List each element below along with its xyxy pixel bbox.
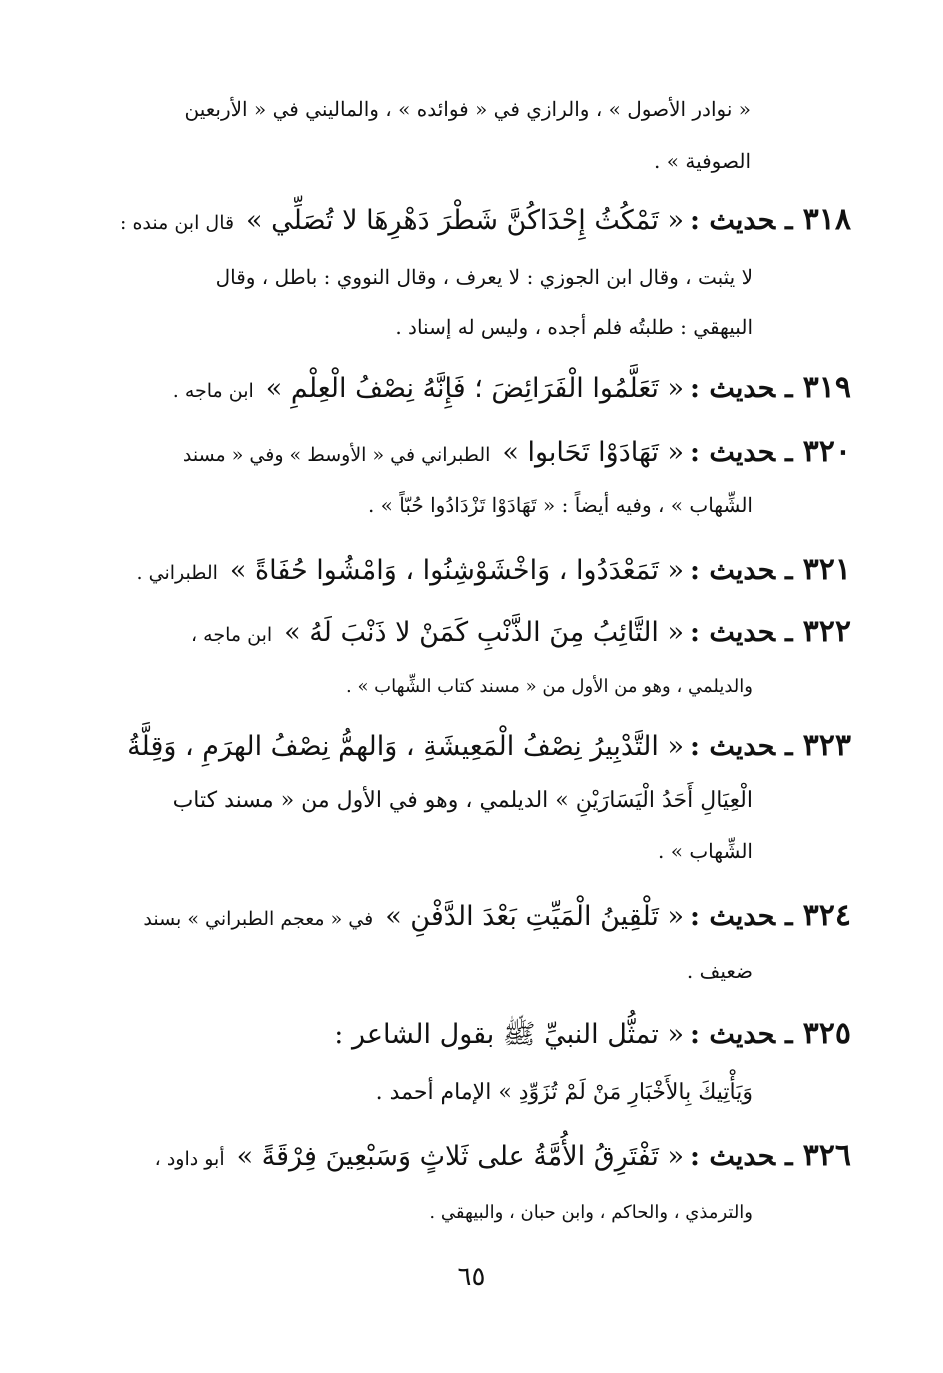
hadith-source: ابن ماجه . [172,380,254,402]
entry-number: ٣٢١ [802,552,851,587]
entry-dash: ـ [785,1020,793,1050]
intro-line: « نوادر الأصول » ، والرازي في « فوائده » ، والماليني في « الأربعين [184,97,751,121]
entry-dash: ـ [785,374,793,404]
entry-continuation: والديلمي ، وهو من الأول من « مسند كتاب الشِّهاب » . [346,676,753,697]
hadith-entry [173,370,851,406]
entry-dash: ـ [785,732,793,762]
hadith-source: ابن ماجه ، [191,624,273,646]
hadith-entry [123,728,851,764]
hadith-label: حديث : [690,1141,776,1172]
hadith-label: حديث : [690,555,776,586]
hadith-label: حديث : [690,373,776,404]
page-number: ٦٥ [457,1262,486,1292]
entry-dash: ـ [785,1142,793,1172]
hadith-entry [155,1138,851,1174]
entry-number: ٣٢٠ [802,434,851,469]
hadith-text: « تَفْتَرِقُ الأُمَّةُ على ثَلاثٍ وَسَبْعِينَ فِرْقَةً » [236,1141,685,1172]
entry-dash: ـ [785,438,793,468]
hadith-text: « تَلْقِينُ الْمَيِّتِ بَعْدَ الدَّفْنِ » [385,901,685,932]
entry-continuation: وَيَأْتِيكَ بِالأَخْبَارِ مَنْ لَمْ تُزَوِّدِ » الإمام أحمد . [375,1080,753,1105]
hadith-entry [330,1016,851,1052]
hadith-text: « التَّائِبُ مِنَ الذَّنْبِ كَمَنْ لا ذَنْبَ لَهُ » [284,617,685,648]
hadith-label: حديث : [690,205,776,236]
hadith-text: « تَمَعْدَدُوا ، وَاخْشَوْشِنُوا ، وَامْشُوا حُفَاةً » [229,555,685,586]
entry-continuation: ضعيف . [686,959,753,983]
hadith-label: حديث : [690,901,776,932]
hadith-source: أبو داود ، [154,1148,225,1170]
hadith-label: حديث : [690,617,776,648]
hadith-entry [183,434,851,470]
hadith-label: حديث : [690,731,776,762]
entry-continuation: الْعِيَالِ أَحَدُ الْيَسَارَيْنِ » الديلمي ، وهو في الأول من « مسند كتاب [172,788,753,813]
hadith-source: في « معجم الطبراني » بسند [143,908,374,930]
entry-number: ٣١٨ [802,202,851,237]
hadith-entry [143,898,851,934]
hadith-source: الطبراني في « الأوسط » وفي « مسند [182,444,491,466]
hadith-text: « التَّدْبِيرُ نِصْفُ الْمَعِيشَةِ ، وَالهمُّ نِصْفُ الهرَمِ ، وَقِلَّةُ [127,731,685,762]
entry-continuation: والترمذي ، والحاكم ، وابن حبان ، والبيهقي . [429,1202,753,1223]
hadith-source: قال ابن منده : [120,212,235,234]
entry-continuation: البيهقي : طلبتُه فلم أجده ، وليس له إسناد . [395,315,753,339]
entry-dash: ـ [785,206,793,236]
entry-number: ٣٢٥ [802,1016,851,1051]
hadith-label: حديث : [690,1019,776,1050]
entry-continuation: لا يثبت ، وقال ابن الجوزي : لا يعرف ، وقال النووي : باطل ، وقال [215,265,753,289]
entry-dash: ـ [785,902,793,932]
intro-line: الصوفية » . [654,149,751,173]
entry-continuation: الشِّهاب » . [658,839,753,863]
entry-number: ٣٢٦ [802,1138,851,1173]
hadith-entry [191,614,851,650]
entry-number: ٣٢٤ [802,898,851,933]
entry-number: ٣٢٢ [802,614,851,649]
hadith-source: الطبراني . [136,562,218,584]
entry-number: ٣٢٣ [802,728,851,763]
hadith-text: « تَمْكُثُ إِحْدَاكُنَّ شَطْرَ دَهْرِهَا لا تُصَلِّي » [246,205,685,236]
hadith-text: « تمثُّل النبيِّ ﷺ بقول الشاعر : [334,1019,685,1050]
entry-dash: ـ [785,618,793,648]
entry-continuation: الشِّهاب » ، وفيه أيضاً : « تَهَادَوْا تَزْدَادُوا حُبّاً » . [367,493,753,517]
hadith-text: « تَهَادَوْا تَحَابوا » [502,437,685,468]
hadith-label: حديث : [690,437,776,468]
entry-dash: ـ [785,556,793,586]
entry-number: ٣١٩ [802,370,851,405]
hadith-text: « تَعَلَّمُوا الْفَرَائِضَ ؛ فَإِنَّهُ نِصْفُ الْعِلْمِ » [265,373,685,404]
hadith-entry [120,202,851,238]
hadith-entry [137,552,851,588]
